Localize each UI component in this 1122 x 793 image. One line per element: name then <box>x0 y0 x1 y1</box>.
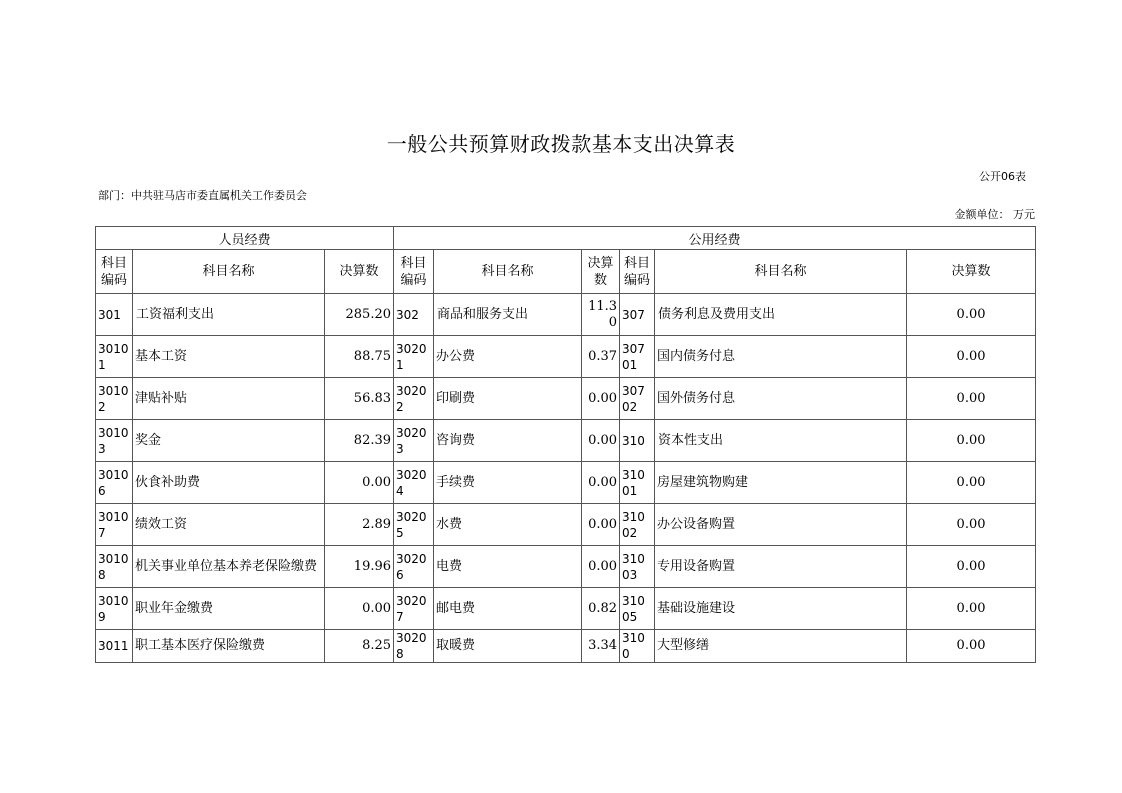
personnel-code: 30109 <box>96 588 133 630</box>
amount-unit-label: 金额单位： 万元 <box>954 208 1035 221</box>
personnel-name: 机关事业单位基本养老保险缴费 <box>133 546 325 588</box>
personnel-name: 津贴补贴 <box>133 378 325 420</box>
public-name: 商品和服务支出 <box>434 294 582 336</box>
other-name: 专用设备购置 <box>655 546 907 588</box>
other-amount: 0.00 <box>907 294 1036 336</box>
public-code: 30201 <box>394 336 434 378</box>
personnel-code: 30108 <box>96 546 133 588</box>
public-amount: 0.37 <box>582 336 620 378</box>
personnel-name: 伙食补助费 <box>133 462 325 504</box>
form-number: 公开06表 <box>979 170 1026 183</box>
personnel-name: 绩效工资 <box>133 504 325 546</box>
personnel-name: 奖金 <box>133 420 325 462</box>
other-amount: 0.00 <box>907 462 1036 504</box>
other-name: 基础设施建设 <box>655 588 907 630</box>
header-name: 科目名称 <box>434 250 582 294</box>
table-row <box>96 378 1036 420</box>
personnel-code: 30103 <box>96 420 133 462</box>
personnel-code: 301 <box>96 294 133 336</box>
public-amount: 0.00 <box>582 462 620 504</box>
other-code: 30702 <box>620 378 655 420</box>
personnel-amount: 82.39 <box>325 420 394 462</box>
other-amount: 0.00 <box>907 420 1036 462</box>
group-personnel: 人员经费 <box>96 227 394 250</box>
table-row <box>96 336 1036 378</box>
personnel-code: 3011 <box>96 630 133 663</box>
public-code: 30202 <box>394 378 434 420</box>
column-header-row <box>96 250 1036 294</box>
group-header-row <box>96 227 1036 250</box>
header-amount: 决算数 <box>907 250 1036 294</box>
public-amount: 0.00 <box>582 378 620 420</box>
expenditure-table <box>95 226 1036 663</box>
personnel-name: 职工基本医疗保险缴费 <box>133 630 325 663</box>
other-name: 大型修缮 <box>655 630 907 663</box>
header-code: 科目编码 <box>96 250 133 294</box>
other-name: 债务利息及费用支出 <box>655 294 907 336</box>
other-name: 资本性支出 <box>655 420 907 462</box>
public-amount: 3.34 <box>582 630 620 663</box>
personnel-name: 基本工资 <box>133 336 325 378</box>
other-code: 30701 <box>620 336 655 378</box>
other-code: 31003 <box>620 546 655 588</box>
public-name: 办公费 <box>434 336 582 378</box>
other-amount: 0.00 <box>907 504 1036 546</box>
personnel-code: 30102 <box>96 378 133 420</box>
other-code: 310 <box>620 420 655 462</box>
public-amount: 0.82 <box>582 588 620 630</box>
other-code: 3100 <box>620 630 655 663</box>
public-name: 印刷费 <box>434 378 582 420</box>
public-name: 咨询费 <box>434 420 582 462</box>
personnel-amount: 0.00 <box>325 462 394 504</box>
other-amount: 0.00 <box>907 546 1036 588</box>
public-name: 手续费 <box>434 462 582 504</box>
header-amount: 决算数 <box>325 250 394 294</box>
department-label: 部门：中共驻马店市委直属机关工作委员会 <box>98 189 307 202</box>
public-code: 30207 <box>394 588 434 630</box>
public-name: 电费 <box>434 546 582 588</box>
other-code: 307 <box>620 294 655 336</box>
other-code: 31001 <box>620 462 655 504</box>
table-row <box>96 462 1036 504</box>
header-code: 科目编码 <box>620 250 655 294</box>
personnel-code: 30107 <box>96 504 133 546</box>
table-row <box>96 630 1036 663</box>
personnel-amount: 19.96 <box>325 546 394 588</box>
personnel-amount: 285.20 <box>325 294 394 336</box>
personnel-amount: 0.00 <box>325 588 394 630</box>
public-name: 邮电费 <box>434 588 582 630</box>
other-code: 31005 <box>620 588 655 630</box>
other-amount: 0.00 <box>907 630 1036 663</box>
table-row <box>96 504 1036 546</box>
public-code: 30208 <box>394 630 434 663</box>
other-amount: 0.00 <box>907 378 1036 420</box>
header-code: 科目编码 <box>394 250 434 294</box>
personnel-code: 30101 <box>96 336 133 378</box>
personnel-name: 职业年金缴费 <box>133 588 325 630</box>
public-code: 30204 <box>394 462 434 504</box>
other-name: 国外债务付息 <box>655 378 907 420</box>
personnel-amount: 88.75 <box>325 336 394 378</box>
other-amount: 0.00 <box>907 588 1036 630</box>
header-name: 科目名称 <box>133 250 325 294</box>
header-amount: 决算数 <box>582 250 620 294</box>
personnel-name: 工资福利支出 <box>133 294 325 336</box>
other-name: 办公设备购置 <box>655 504 907 546</box>
personnel-amount: 56.83 <box>325 378 394 420</box>
other-code: 31002 <box>620 504 655 546</box>
table-row <box>96 546 1036 588</box>
table-row <box>96 420 1036 462</box>
other-name: 房屋建筑物购建 <box>655 462 907 504</box>
page-title: 一般公共预算财政拨款基本支出决算表 <box>386 132 736 156</box>
personnel-amount: 2.89 <box>325 504 394 546</box>
public-amount: 11.30 <box>582 294 620 336</box>
other-amount: 0.00 <box>907 336 1036 378</box>
personnel-code: 30106 <box>96 462 133 504</box>
public-amount: 0.00 <box>582 420 620 462</box>
public-amount: 0.00 <box>582 546 620 588</box>
group-public: 公用经费 <box>394 227 1036 250</box>
table-row <box>96 294 1036 336</box>
public-code: 30203 <box>394 420 434 462</box>
personnel-amount: 8.25 <box>325 630 394 663</box>
table-row <box>96 588 1036 630</box>
header-name: 科目名称 <box>655 250 907 294</box>
public-code: 30205 <box>394 504 434 546</box>
public-name: 取暖费 <box>434 630 582 663</box>
public-amount: 0.00 <box>582 504 620 546</box>
public-name: 水费 <box>434 504 582 546</box>
public-code: 302 <box>394 294 434 336</box>
other-name: 国内债务付息 <box>655 336 907 378</box>
public-code: 30206 <box>394 546 434 588</box>
